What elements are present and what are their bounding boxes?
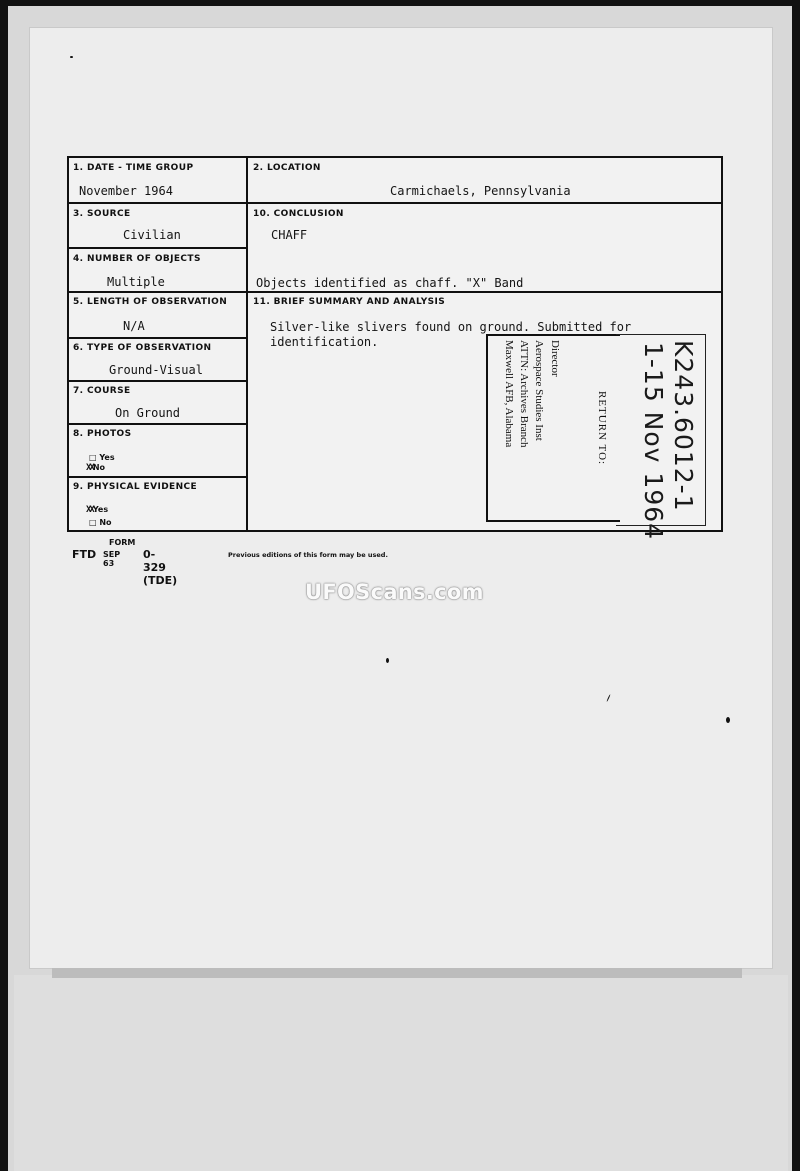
type-of-observation-value: Ground-Visual [109,363,203,377]
footer-ftd: FTD [72,548,97,561]
photos-no-option [86,463,105,473]
handwritten-date-range: 1-15 Nov 1964 [639,342,668,541]
physical-yes-option [86,505,108,515]
length-of-observation-cell [69,293,247,339]
stamp-return-to: RETURN TO: [596,391,608,466]
date-cell [69,158,247,204]
course-value: On Ground [115,406,181,420]
scan-speck [70,56,73,58]
photos-cell [69,425,247,478]
footer-form-number: 0-329 (TDE) [143,548,178,587]
unchecked-box-icon: □ [89,518,97,527]
type-of-observation-cell [69,339,247,382]
physical-yes-label: Yes [92,505,109,514]
physical-no-option [89,518,112,527]
location-value: Carmichaels, Pennsylvania [390,184,571,198]
physical-evidence-cell [69,478,247,530]
footer-note: Previous editions of this form may be used. [228,551,388,559]
summary-line-2: identification. [270,335,379,349]
type-of-observation-label: 6. TYPE OF OBSERVATION [73,343,212,353]
date-value: November 1964 [79,184,173,198]
number-of-objects-value: Multiple [107,275,165,289]
source-cell [69,204,247,249]
conclusion-value: CHAFF [271,228,308,242]
number-of-objects-label: 4. NUMBER OF OBJECTS [73,254,201,264]
typed-x-mark-icon: XX [86,505,93,515]
unchecked-box-icon: □ [89,453,97,462]
length-of-observation-value: N/A [123,319,145,333]
location-cell [248,158,723,204]
photos-yes-option [89,453,115,462]
photos-yes-label: Yes [99,453,115,462]
photos-label: 8. PHOTOS [73,429,132,439]
summary-line-1: Silver-like slivers found on ground. Submitted for [270,320,632,334]
footer-sep-63: SEP 63 [103,550,121,568]
physical-no-label: No [99,518,112,527]
conclusion-detail: Objects identified as chaff. "X" Band [256,276,524,290]
source-value: Civilian [123,228,181,242]
number-of-objects-cell [69,249,247,293]
physical-evidence-label: 9. PHYSICAL EVIDENCE [73,482,198,492]
typed-x-mark-icon: XX [86,463,93,473]
course-label: 7. COURSE [73,386,131,396]
stamp-line-attention: ATTN: Archives Branch [518,340,530,448]
scanner-lower-band [14,975,788,1171]
footer-form-word: FORM [109,538,136,547]
source-label: 3. SOURCE [73,209,131,219]
conclusion-cell [248,204,723,293]
date-label: 1. DATE - TIME GROUP [73,163,194,173]
site-watermark: UFOScans.com [305,580,484,604]
scan-speck [726,717,730,723]
stamp-line-institute: Aerospace Studies Inst [533,340,545,441]
stamp-line-director: Director [549,340,561,377]
conclusion-label: 10. CONCLUSION [253,209,344,219]
page-edge-shadow [52,968,742,978]
length-of-observation-label: 5. LENGTH OF OBSERVATION [73,297,228,307]
handwritten-file-number: K243.6012-1 [669,340,698,512]
location-label: 2. LOCATION [253,163,321,173]
scan-speck [386,658,389,663]
photos-no-label: No [92,463,106,472]
summary-label: 11. BRIEF SUMMARY AND ANALYSIS [253,297,446,307]
stamp-line-address: Maxwell AFB, Alabama [503,340,515,448]
course-cell [69,382,247,425]
